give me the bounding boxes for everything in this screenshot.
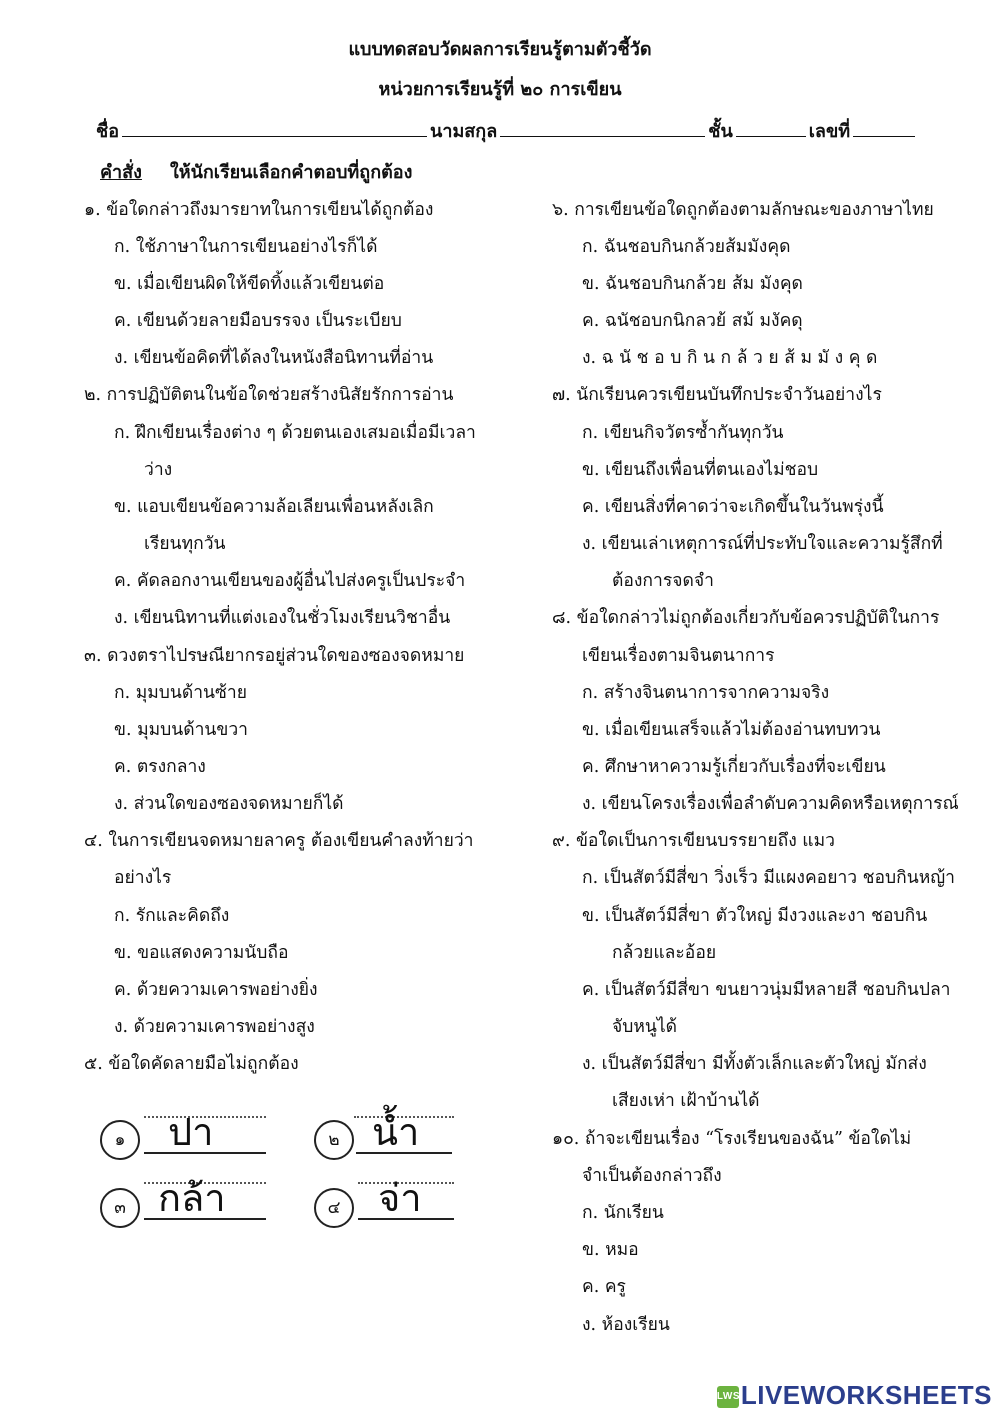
- option-line[interactable]: ก. รักและคิดถึง: [114, 906, 230, 926]
- question-3: ๓. ดวงตราไปรษณียากรอยู่ส่วนใดของซองจดหมาย: [84, 646, 465, 666]
- number-label: เลขที่: [808, 121, 851, 142]
- option-continuation: จับหนูได้: [612, 1017, 678, 1037]
- handwriting-word: น้ำ: [356, 1112, 452, 1154]
- option-line[interactable]: ข. เมื่อเขียนเสร็จแล้วไม่ต้องอ่านทบทวน: [582, 720, 881, 740]
- option-line[interactable]: ข. แอบเขียนข้อความล้อเลียนเพื่อนหลังเลิก: [114, 497, 434, 517]
- option-continuation: เสียงเห่า เฝ้าบ้านได้: [612, 1091, 760, 1111]
- option-continuation: เรียนทุกวัน: [144, 534, 226, 554]
- option-line[interactable]: ง. เขียนโครงเรื่องเพื่อลำดับความคิดหรือเหตุการณ์: [582, 794, 959, 814]
- surname-label: นามสกุล: [430, 121, 498, 142]
- choice-number[interactable]: ๔: [314, 1188, 354, 1228]
- option-line[interactable]: ค. ด้วยความเคารพอย่างยิ่ง: [114, 980, 318, 1000]
- logo-text: LIVEWORKSHEETS: [740, 1380, 992, 1410]
- option-line[interactable]: ค. ฉนัชอบกนิกลวย้ สม้ มงัคดุ: [582, 311, 803, 331]
- option-line[interactable]: ก. สร้างจินตนาการจากความจริง: [582, 683, 830, 703]
- option-line[interactable]: ค. ตรงกลาง: [114, 757, 206, 777]
- option-line[interactable]: ค. คัดลอกงานเขียนของผู้อื่นไปส่งครูเป็นประจำ: [114, 571, 466, 591]
- name-field[interactable]: [122, 118, 427, 137]
- option-line[interactable]: ง. ส่วนใดของซองจดหมายก็ได้: [114, 794, 344, 814]
- question-6: ๖. การเขียนข้อใดถูกต้องตามลักษณะของภาษาไทย: [552, 200, 934, 220]
- question-8: ๘. ข้อใดกล่าวไม่ถูกต้องเกี่ยวกับข้อควรปฏิบัติในการ: [552, 608, 940, 628]
- option-line[interactable]: ก. ฉันชอบกินกล้วยส้มมังคุด: [582, 237, 791, 257]
- question-10: ๑๐. ถ้าจะเขียนเรื่อง “โรงเรียนของฉัน” ข้อใดไม่: [552, 1129, 912, 1149]
- option-line[interactable]: ง. เขียนข้อคิดที่ได้ลงในหนังสือนิทานที่อ่าน: [114, 348, 434, 368]
- choice-number[interactable]: ๓: [100, 1188, 140, 1228]
- number-field[interactable]: [853, 118, 915, 137]
- question-1: ๑. ข้อใดกล่าวถึงมารยาทในการเขียนได้ถูกต้อง: [84, 200, 434, 220]
- instruction: [100, 157, 412, 186]
- question-4: ๔. ในการเขียนจดหมายลาครู ต้องเขียนคำลงท้ายว่า: [84, 831, 474, 851]
- option-line[interactable]: ข. เป็นสัตว์มีสี่ขา ตัวใหญ่ มีงวงและงา ชอบกิน: [582, 906, 928, 926]
- instruction-label: คำสั่ง: [100, 162, 142, 183]
- option-line[interactable]: ค. ศึกษาหาความรู้เกี่ยวกับเรื่องที่จะเขียน: [582, 757, 886, 777]
- option-line[interactable]: ค. ครู: [582, 1277, 626, 1297]
- option-line[interactable]: ข. เมื่อเขียนผิดให้ขีดทิ้งแล้วเขียนต่อ: [114, 274, 385, 294]
- worksheet-title: แบบทดสอบวัดผลการเรียนรู้ตามตัวชี้วัด: [348, 39, 652, 60]
- question-continuation: จำเป็นต้องกล่าวถึง: [582, 1166, 722, 1186]
- student-info-row: [96, 116, 918, 145]
- option-line[interactable]: ก. นักเรียน: [582, 1203, 664, 1223]
- option-line[interactable]: ก. มุมบนด้านซ้าย: [114, 683, 247, 703]
- option-continuation: กล้วยและอ้อย: [612, 943, 717, 963]
- option-line[interactable]: ก. ใช้ภาษาในการเขียนอย่างไรก็ได้: [114, 237, 378, 257]
- question-continuation: เขียนเรื่องตามจินตนาการ: [582, 646, 775, 666]
- option-line[interactable]: ค. เป็นสัตว์มีสี่ขา ขนยาวนุ่มมีหลายสี ชอบกินปลา: [582, 980, 951, 1000]
- option-line[interactable]: ง. ด้วยความเคารพอย่างสูง: [114, 1017, 315, 1037]
- handwriting-word: จ่า: [358, 1178, 454, 1220]
- handwriting-word: กล้า: [144, 1178, 266, 1220]
- choice-number[interactable]: ๒: [314, 1120, 354, 1160]
- liveworksheets-logo[interactable]: [717, 1380, 992, 1411]
- unit-title: หน่วยการเรียนรู้ที่ ๒๐ การเขียน: [378, 79, 622, 100]
- option-line[interactable]: ค. เขียนสิ่งที่คาดว่าจะเกิดขึ้นในวันพรุ่งนี้: [582, 497, 884, 517]
- option-line[interactable]: ข. เขียนถึงเพื่อนที่ตนเองไม่ชอบ: [582, 460, 819, 480]
- logo-badge-icon: LWS: [717, 1386, 739, 1408]
- option-line[interactable]: ง. เป็นสัตว์มีสี่ขา มีทั้งตัวเล็กและตัวใหญ่ มักส่ง: [582, 1054, 927, 1074]
- option-line[interactable]: ง. ฉ นั ช อ บ กิ น ก ล้ ว ย ส้ ม มั ง คุ ด: [582, 348, 878, 368]
- option-line[interactable]: ง. เขียนนิทานที่แต่งเองในชั่วโมงเรียนวิชาอื่น: [114, 608, 451, 628]
- instruction-text: ให้นักเรียนเลือกคำตอบที่ถูกต้อง: [169, 162, 413, 183]
- option-continuation: ต้องการจดจำ: [612, 571, 714, 591]
- question-2: ๒. การปฏิบัติตนในข้อใดช่วยสร้างนิสัยรักการอ่าน: [84, 385, 454, 405]
- class-field[interactable]: [736, 118, 806, 137]
- option-continuation: ว่าง: [144, 460, 173, 480]
- option-line[interactable]: ค. เขียนด้วยลายมือบรรจง เป็นระเบียบ: [114, 311, 402, 331]
- class-label: ชั้น: [708, 121, 733, 142]
- option-line[interactable]: ก. เขียนกิจวัตรซ้ำกันทุกวัน: [582, 423, 784, 443]
- option-line[interactable]: ข. ฉันชอบกินกล้วย ส้ม มังคุด: [582, 274, 803, 294]
- question-continuation: อย่างไร: [114, 868, 172, 888]
- option-line[interactable]: ก. ฝึกเขียนเรื่องต่าง ๆ ด้วยตนเองเสมอเมื่อมีเวลา: [114, 423, 476, 443]
- surname-field[interactable]: [500, 118, 705, 137]
- question-7: ๗. นักเรียนควรเขียนบันทึกประจำวันอย่างไร: [552, 385, 882, 405]
- option-line[interactable]: ข. มุมบนด้านขวา: [114, 720, 249, 740]
- question-5: ๕. ข้อใดคัดลายมือไม่ถูกต้อง: [84, 1054, 299, 1074]
- handwriting-samples: [100, 1112, 480, 1230]
- choice-number[interactable]: ๑: [100, 1120, 140, 1160]
- option-line[interactable]: ง. ห้องเรียน: [582, 1315, 670, 1335]
- option-line[interactable]: ง. เขียนเล่าเหตุการณ์ที่ประทับใจและความรู้สึกที่: [582, 534, 943, 554]
- option-line[interactable]: ข. ขอแสดงความนับถือ: [114, 943, 289, 963]
- option-line[interactable]: ก. เป็นสัตว์มีสี่ขา วิ่งเร็ว มีแผงคอยาว ชอบกินหญ้า: [582, 868, 955, 888]
- name-label: ชื่อ: [96, 121, 120, 142]
- question-9: ๙. ข้อใดเป็นการเขียนบรรยายถึง แมว: [552, 831, 835, 851]
- option-line[interactable]: ข. หมอ: [582, 1240, 639, 1260]
- handwriting-word: ปา: [144, 1112, 266, 1154]
